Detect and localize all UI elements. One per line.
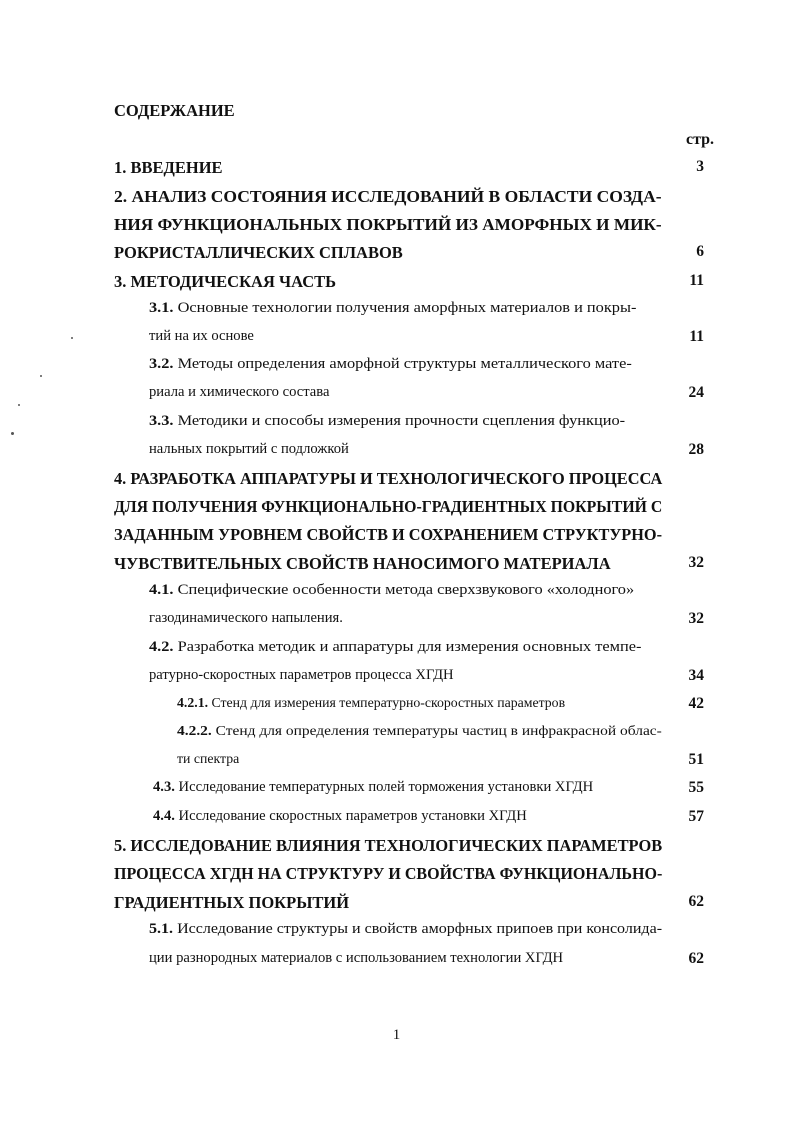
toc-entry-text: ПРОЦЕССА ХГДН НА СТРУКТУРУ И СВОЙСТВА ФУНКЦИОНАЛЬНО- (114, 864, 663, 883)
toc-line (114, 893, 349, 913)
toc-entry-text: ции разнородных материалов с использованием технологии ХГДН (149, 950, 564, 966)
toc-page-number: 6 (696, 243, 704, 260)
toc-entry-text: нальных покрытий с подложкой (149, 441, 349, 457)
toc-page-number: 42 (688, 695, 704, 712)
page-column-label: стр. (686, 131, 715, 148)
toc-entry-text: Стенд для определения температуры частиц в инфракрасной облас- (215, 723, 662, 738)
toc-page-number: 62 (688, 950, 704, 967)
scan-speck (40, 375, 42, 377)
toc-line (177, 723, 662, 739)
toc-line (177, 751, 239, 767)
toc-entry-text: 2. АНАЛИЗ СОСТОЯНИЯ ИССЛЕДОВАНИЙ В ОБЛАСТИ СОЗДА- (114, 187, 662, 206)
toc-page-number: 3 (696, 158, 704, 175)
toc-entry-text: Специфические особенности метода сверхзвукового «холодного» (177, 582, 635, 598)
toc-line (114, 836, 662, 856)
toc-line (114, 187, 662, 207)
scan-speck (11, 432, 14, 435)
toc-page-number: 11 (689, 328, 704, 345)
toc-entry-text: Основные технологии получения аморфных материалов и покры- (177, 300, 637, 316)
toc-entry-text: Исследование скоростных параметров установки ХГДН (178, 808, 527, 824)
scan-speck (71, 337, 73, 339)
toc-line (114, 864, 662, 884)
toc-page-number: 51 (688, 751, 704, 768)
toc-page-number: 57 (688, 808, 704, 825)
toc-entry-text: 1. ВВЕДЕНИЕ (114, 158, 223, 177)
toc-page-number: 28 (688, 441, 704, 458)
toc-page-number: 32 (688, 554, 704, 571)
toc-line (149, 328, 254, 345)
toc-line (114, 243, 403, 263)
toc-line (114, 158, 223, 178)
toc-line (153, 808, 527, 825)
toc-line (149, 356, 632, 373)
toc-entry-text: 4. РАЗРАБОТКА АППАРАТУРЫ И ТЕХНОЛОГИЧЕСКОГО ПРОЦЕССА (114, 469, 663, 488)
toc-entry-number: 4.2.2. (177, 723, 216, 738)
toc-entry-text: тий на их основе (149, 328, 254, 344)
toc-line (149, 921, 662, 938)
toc-line (114, 525, 662, 545)
toc-line (153, 779, 593, 796)
toc-entry-number: 3.1. (149, 300, 178, 316)
toc-page-number: 55 (688, 779, 704, 796)
toc-entry-number: 4.3. (153, 779, 179, 795)
toc-page-number: 24 (688, 384, 704, 401)
toc-entry-number: 3.3. (149, 413, 178, 429)
toc-line (114, 469, 662, 489)
toc-page-number: 32 (688, 610, 704, 627)
toc-line (149, 413, 625, 430)
toc-entry-text: газодинамического напыления. (149, 610, 343, 626)
toc-line (114, 497, 662, 517)
toc-entry-text: ЧУВСТВИТЕЛЬНЫХ СВОЙСТВ НАНОСИМОГО МАТЕРИАЛА (114, 554, 611, 573)
toc-entry-number: 3.2. (149, 356, 178, 372)
toc-line (114, 554, 611, 574)
toc-line (149, 441, 349, 458)
toc-entry-number: 4.4. (153, 808, 179, 824)
page-title: СОДЕРЖАНИЕ (114, 101, 235, 120)
toc-line (149, 950, 563, 967)
toc-line (177, 695, 565, 711)
toc-entry-text: Исследование структуры и свойств аморфных припоев при консолида- (177, 921, 663, 937)
toc-line (149, 639, 641, 656)
toc-entry-text: Методики и способы измерения прочности сцепления функцио- (177, 413, 626, 429)
toc-entry-text: Исследование температурных полей торможения установки ХГДН (178, 779, 594, 795)
toc-entry-text: НИЯ ФУНКЦИОНАЛЬНЫХ ПОКРЫТИЙ ИЗ АМОРФНЫХ И МИК- (114, 215, 662, 234)
page-number: 1 (392, 1027, 401, 1043)
toc-line (114, 272, 336, 292)
toc-entry-number: 4.2.1. (177, 695, 212, 710)
toc-entry-text: 5. ИССЛЕДОВАНИЕ ВЛИЯНИЯ ТЕХНОЛОГИЧЕСКИХ ПАРАМЕТРОВ (114, 836, 663, 855)
toc-entry-text: 3. МЕТОДИЧЕСКАЯ ЧАСТЬ (114, 272, 337, 291)
toc-entry-number: 5.1. (149, 921, 178, 937)
toc-entry-text: ГРАДИЕНТНЫХ ПОКРЫТИЙ (114, 893, 350, 912)
toc-page-number: 11 (689, 272, 704, 289)
toc-line (149, 610, 343, 627)
toc-page-number: 62 (688, 893, 704, 910)
toc-entry-text: ти спектра (177, 751, 240, 766)
toc-entry-text: ратурно-скоростных параметров процесса ХГДН (149, 667, 454, 683)
toc-entry-text: Разработка методик и аппаратуры для измерения основных темпе- (177, 639, 642, 655)
toc-entry-number: 4.2. (149, 639, 178, 655)
scan-speck (18, 404, 20, 406)
toc-entry-text: ЗАДАННЫМ УРОВНЕМ СВОЙСТВ И СОХРАНЕНИЕМ СТРУКТУРНО- (114, 525, 663, 544)
toc-entry-text: риала и химического состава (149, 384, 330, 400)
toc-line (149, 300, 636, 317)
toc-entry-text: ДЛЯ ПОЛУЧЕНИЯ ФУНКЦИОНАЛЬНО-ГРАДИЕНТНЫХ ПОКРЫТИЙ С (114, 497, 663, 516)
toc-line (149, 384, 329, 401)
toc-line (114, 215, 662, 235)
toc-entry-text: Стенд для измерения температурно-скоростных параметров (211, 695, 566, 710)
toc-page-number: 34 (688, 667, 704, 684)
toc-line (149, 667, 454, 684)
toc-entry-text: РОКРИСТАЛЛИЧЕСКИХ СПЛАВОВ (114, 243, 403, 262)
toc-entry-number: 4.1. (149, 582, 178, 598)
toc-entry-text: Методы определения аморфной структуры металлического мате- (177, 356, 632, 372)
toc-line (149, 582, 634, 599)
